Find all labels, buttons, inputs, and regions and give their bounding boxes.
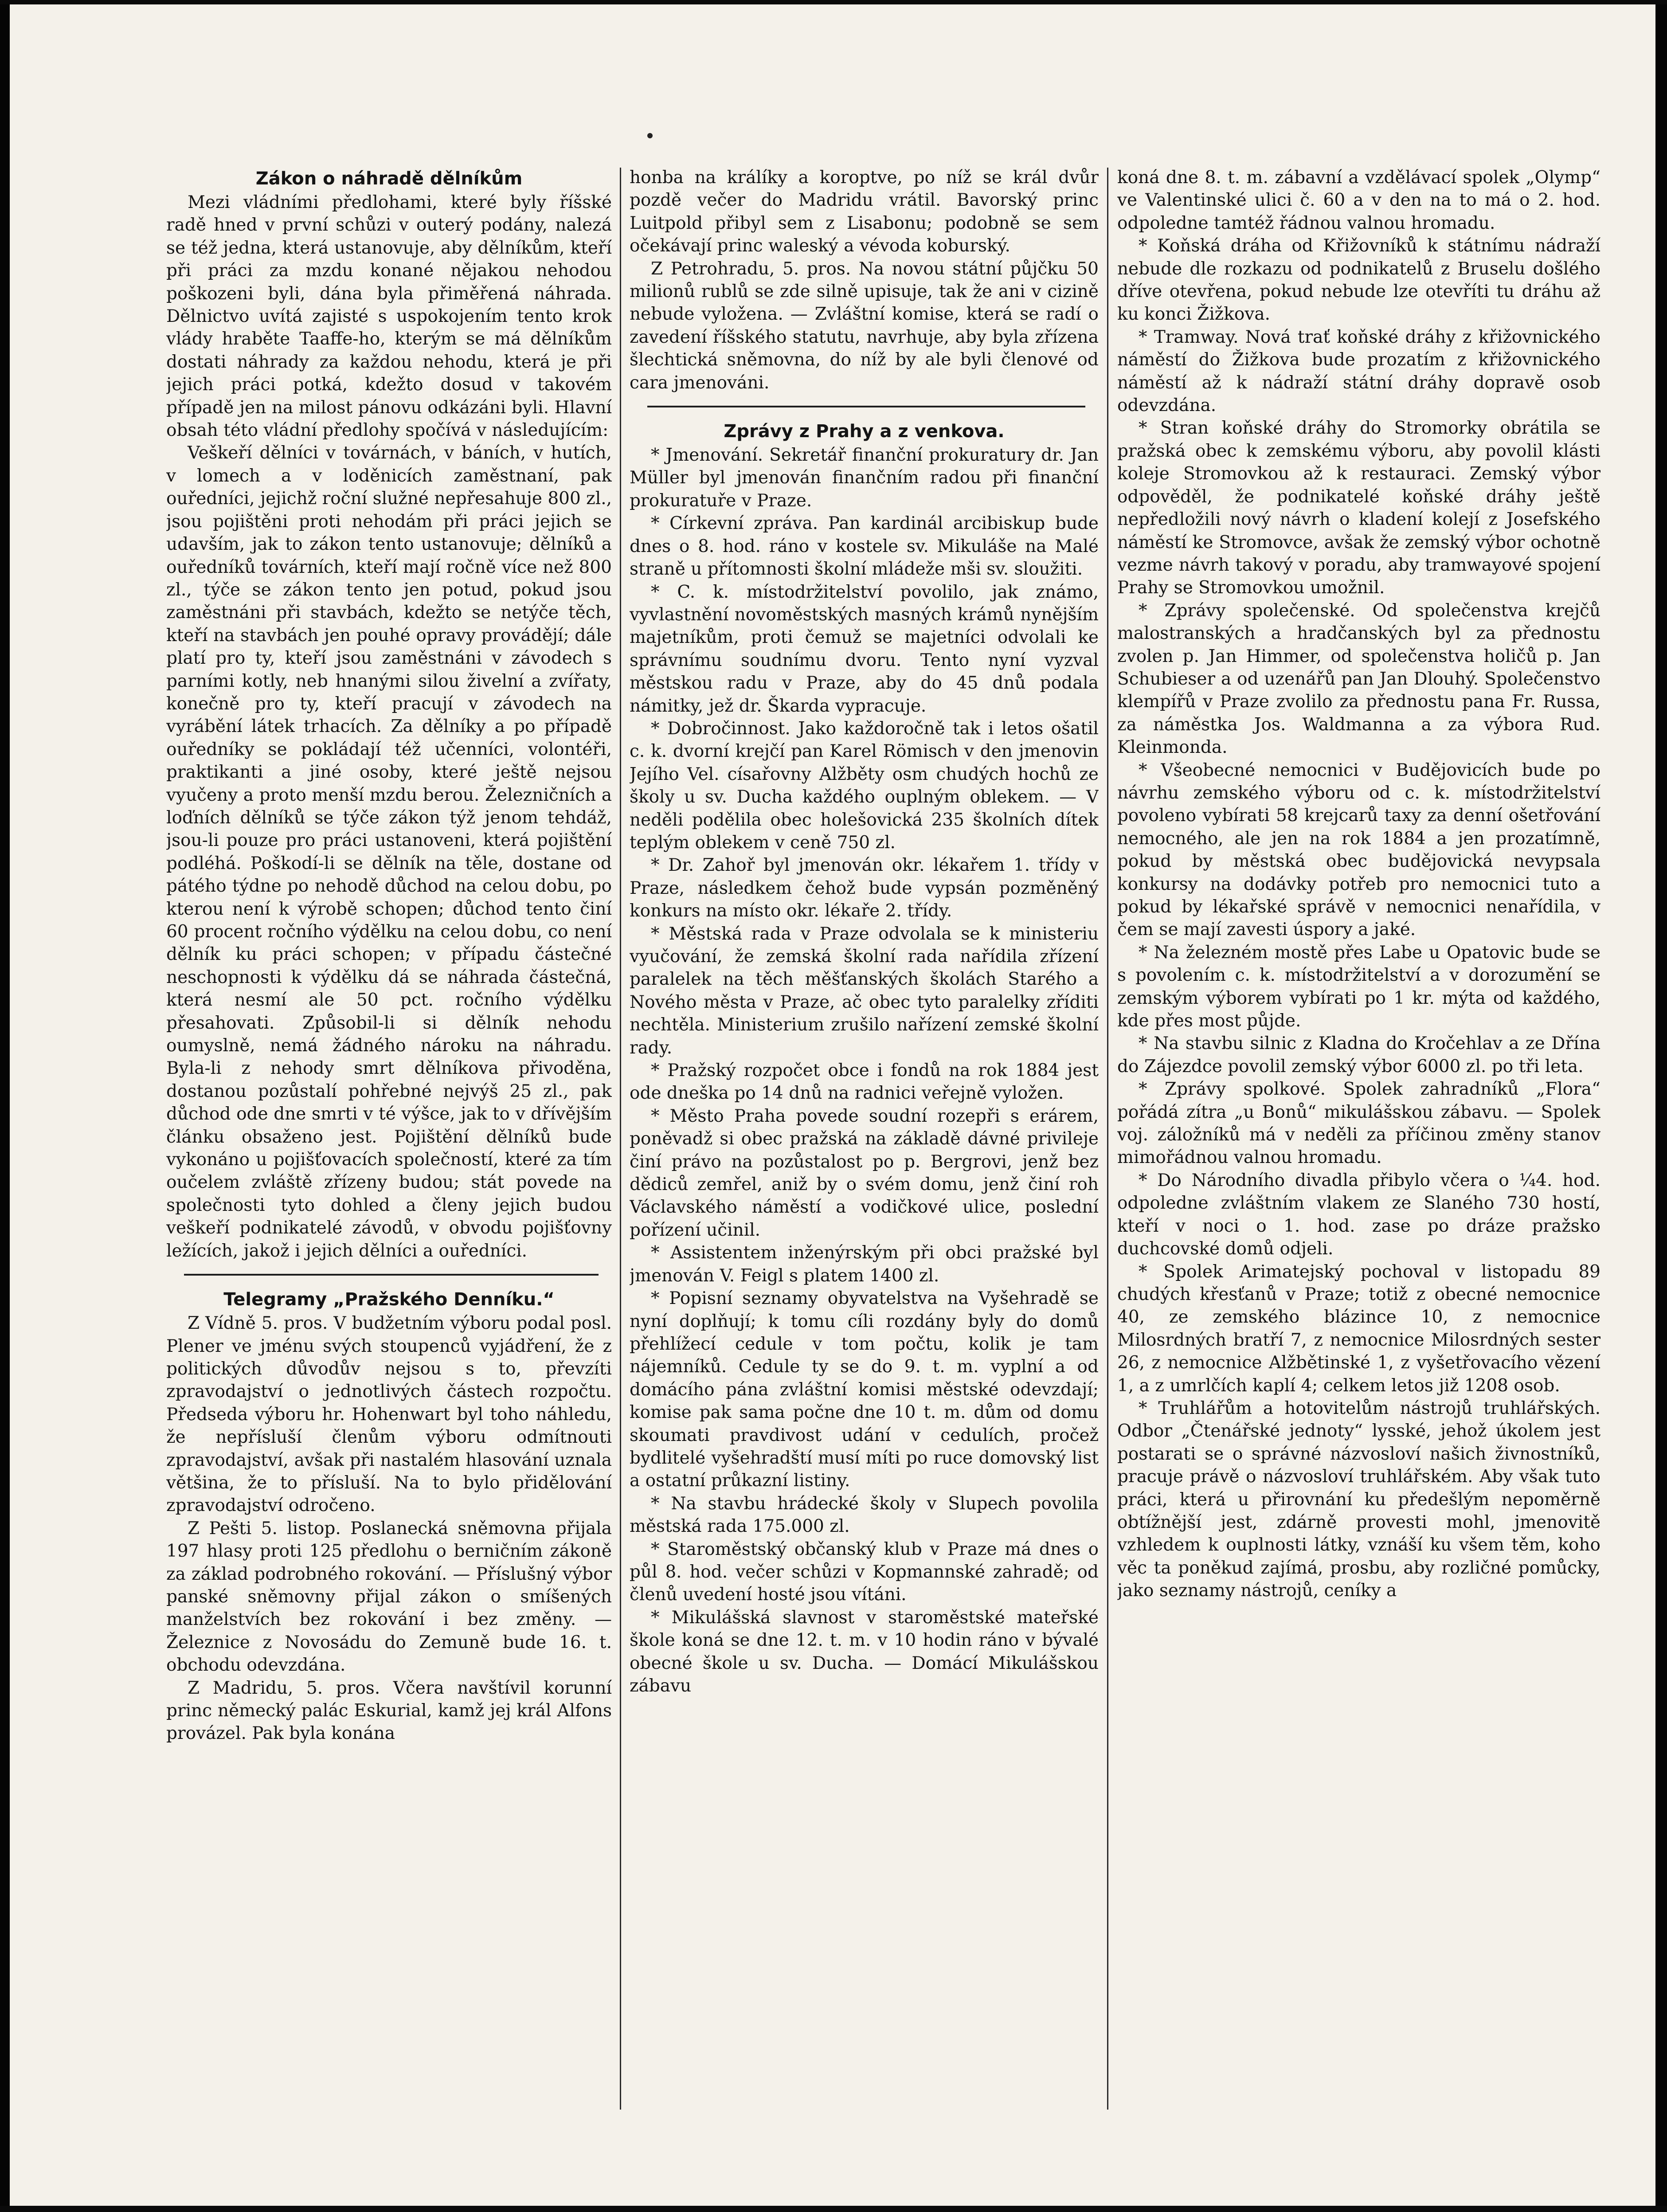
news-item: * Jmenování. Sekretář finanční prokuratury dr. Jan Müller byl jmenován finančním radou při finanční prokuratuře v Praze. bbox=[630, 445, 1099, 511]
news-item: * Staroměstský občanský klub v Praze má dnes o půl 8. hod. večer schůzi v Kopmannské zahradě; od členů uvedení hosté jsou vítáni. bbox=[630, 1539, 1099, 1605]
news-item: * Assistentem inženýrským při obci pražské byl jmenován V. Feigl s platem 1400 zl. bbox=[630, 1243, 1099, 1286]
news-item: * Na stavbu hrádecké školy v Slupech povolila městská rada 175.000 zl. bbox=[630, 1493, 1099, 1537]
news-item: * Dr. Zahoř byl jmenován okr. lékařem 1. třídy v Praze, následkem čehož bude vypsán pozměněný konkurs na místo okr. lékaře 2. třídy. bbox=[630, 855, 1099, 921]
telegram-paragraph: Z Pešti 5. listop. Poslanecká sněmovna přijala 197 hlasy proti 125 předlohu o berničním zákoně za základ podrobného rokování. — Příslušný výbor panské sněmovny přijal zákon o smíšených manželstvích bez rokování i bez změny. — Železnice z Novosádu do Zemuně bude 16. t. obchodu odevzdána. bbox=[166, 1518, 612, 1676]
news-item: * Tramway. Nová trať koňské dráhy z křižovnického náměstí do Žižkova bude prozatím z křižovnického náměstí až k nádraží státní dráhy dopravě osob odevzdána. bbox=[1117, 327, 1600, 416]
article-paragraph: Mezi vládními předlohami, které byly říšské radě hned v první schůzi v outerý podány, nalezá se též jedna, která ustanovuje, aby dělníkům, kteří při práci za mzdu konané nějakou nehodou poškozeni byli, dána byla přiměřená náhrada. Dělnictvo uvítá zajisté s uspokojením tento krok vlády hraběte Taaffe-ho, kterým se má dělníkům dostati náhrady za každou nehodu, která je při jejich práci potká, kdežto dosud v takovém případě jen na milost pánovu odkázáni byli. Hlavní obsah této vládní předlohy spočívá v následujícím: bbox=[166, 192, 612, 441]
news-item: * Truhlářům a hotovitelům nástrojů truhlářských. Odbor „Čtenářské jednoty“ lysské, jehož úkolem jest postarati se o správné názvosloví našich živnostníků, pracuje právě o názvosloví truhlářském. Aby však tuto práci, která u přirovnání ku předešlým nepoměrně obtížnější jest, zdárně provesti mohl, jmenovitě vzhledem k ouplnosti látky, vznáší ku všem těm, koho věc ta poněkud zajímá, prosbu, aby rozličné pomůcky, jako seznamy nástrojů, ceníky a bbox=[1117, 1398, 1600, 1601]
news-item: * Církevní zpráva. Pan kardinál arcibiskup bude dnes o 8. hod. ráno v kostele sv. Mikuláše na Malé straně u přítomnosti školní mládeže mši sv. sloužiti. bbox=[630, 513, 1099, 579]
news-item: * Koňská dráha od Křižovníků k státnímu nádraží nebude dle rozkazu od podnikatelů z Bruselu došlého dříve otevřena, pokud nebude lze otevříti tu dráhu až ku konci Žižkova. bbox=[1117, 236, 1600, 325]
news-item: * Na železném mostě přes Labe u Opatovic bude se s povolením c. k. místodržitelství a v dorozumění se zemským výborem vybírati po 1 kr. mýta od každého, kde přes most půjde. bbox=[1117, 942, 1600, 1031]
section-heading-zpravy: Zprávy z Prahy a z venkova. bbox=[724, 421, 1005, 442]
news-item: * Městská rada v Praze odvolala se k ministeriu vyučování, že zemská školní rada nařídila zřízení paralelek na těch měšťanských školách Starého a Nového města v Praze, ač obec tyto paralelky zříditi nechtěla. Ministerium zrušilo nařízení zemské školní rady. bbox=[630, 924, 1099, 1058]
scan-border-top bbox=[0, 0, 1667, 4]
section-divider bbox=[647, 406, 1085, 407]
news-item: * Popisní seznamy obyvatelstva na Vyšehradě se nyní doplňují; k tomu cíli rozdány byly do domů přehlížecí cedule v tom počtu, kolik je tam nájemníků. Cedule ty se do 9. t. m. vyplní a od domácího pána zvláštní komisi městské odevzdají; komise pak sama počne dne 10 t. m. dům od domu skoumati pravdivost udání v cedulích, pročež bydlitelé vyšehradští musí míti po ruce domovský list a ostatní průkazní listiny. bbox=[630, 1288, 1099, 1491]
news-item: * Všeobecné nemocnici v Budějovicích bude po návrhu zemského výboru od c. k. místodržitelství povoleno vybírati 58 krejcarů taxy za denní ošetřování nemocného, ale jen na rok 1884 a jen prozatímně, pokud by městská obec budějovická nevypsala konkursy na dodávky potřeb pro nemocnici tuto a pokud by lékařské správě v nemocnici nenařídila, v čem se mají zavesti úspory a jaké. bbox=[1117, 760, 1600, 940]
news-item: * Mikulášská slavnost v staroměstské mateřské škole koná se dne 12. t. m. v 10 hodin ráno v bývalé obecné škole u sv. Ducha. — Domácí Mikulášskou zábavu bbox=[630, 1607, 1099, 1696]
news-item: * Spolek Arimatejský pochoval v listopadu 89 chudých křesťanů v Praze; totiž z obecné nemocnice 40, ze zemského blázince 10, z nemocnice Milosrdných bratří 7, z nemocnice Milosrdných sester 26, z nemocnice Alžbětinské 1, z vyšetřovacího vězení 1, a z umrlčích kaplí 4; celkem letos již 1208 osob. bbox=[1117, 1261, 1600, 1396]
scan-border-bottom bbox=[0, 2206, 1667, 2212]
article-heading-zakon: Zákon o náhradě dělníkům bbox=[255, 168, 523, 189]
news-item: * Zprávy společenské. Od společenstva krejčů malostranských a hradčanských byl za přednostu zvolen p. Jan Himmer, od společenstva holičů p. Jan Schubieser a od uzenářů pan Jan Dlouhý. Společenstvo klempířů v Praze zvolilo za přednostu pana Fr. Russa, za náměstka Jos. Waldmanna a za výbora Rud. Kleinmonda. bbox=[1117, 600, 1600, 758]
news-item: * Město Praha povede soudní rozepři s erárem, poněvadž si obec pražská na základě dávné privileje činí právo na pozůstalost po p. Bergrovi, jenž bez dědiců zemřel, aniž by o svém domu, jenž činí roh Václavského náměstí a vodičkové ulice, poslední pořízení učinil. bbox=[630, 1106, 1099, 1240]
news-item: * Stran koňské dráhy do Stromorky obrátila se pražská obec k zemskému výboru, aby povolil klásti koleje Stromovkou až k restauraci. Zemský výbor odpověděl, že podnikatelé koňské dráhy ještě nepředložili nový návrh o kladení kolejí z Josefského náměstí ke Stromovce, avšak že zemský výbor ochotně vezme návrh takový v poradu, aby tramwayové spojení Prahy se Stromovkou umožnil. bbox=[1117, 418, 1600, 598]
news-item: koná dne 8. t. m. zábavní a vzdělávací spolek „Olymp“ ve Valentinské ulici č. 60 a v den na to má o 2. hod. odpoledne tamtéž řádnou valnou hromadu. bbox=[1117, 168, 1600, 233]
telegram-paragraph: Z Vídně 5. pros. V budžetním výboru podal posl. Plener ve jménu svých stoupenců vyjádření, že z politických důvodův nejsou s to, převzíti zpravodajství o jednotlivých částech rozpočtu. Předseda výboru hr. Hohenwart byl toho náhledu, že nepřísluší členům výboru odmítnouti zpravodajství, avšak při nastalém hlasování uznala většina, že to přísluší. Na to bylo přidělování zpravodajství odročeno. bbox=[166, 1313, 612, 1516]
telegram-paragraph: Z Madridu, 5. pros. Včera navštívil korunní princ německý palác Eskurial, kamž jej král Alfons provázel. Pak byla konána bbox=[166, 1678, 612, 1744]
telegram-paragraph: honba na králíky a koroptve, po níž se král dvůr pozdě večer do Madridu vrátil. Bavorský princ Luitpold přibyl sem z Lisabonu; podobně se sem očekávají princ waleský a vévoda koburský. bbox=[630, 168, 1099, 256]
news-item: * Zprávy spolkové. Spolek zahradníků „Flora“ pořádá zítra „u Bonů“ mikulášskou zábavu. — Spolek voj. záložníků má v neděli za příčinou změny stanov mimořádnou valnou hromadu. bbox=[1117, 1079, 1600, 1168]
telegram-paragraph: Z Petrohradu, 5. pros. Na novou státní půjčku 50 milionů rublů se zde silně upisuje, tak že ani v cizině nebude vyložena. — Zvláštní komise, která se radí o zavedení říšského statutu, navrhuje, aby byla zřízena šlechtická sněmovna, do níž by ale byli členové od cara jmenováni. bbox=[630, 258, 1099, 393]
column-2 bbox=[630, 166, 1099, 2188]
column-1 bbox=[166, 166, 612, 2188]
section-heading-telegramy: Telegramy „Pražského Denníku.“ bbox=[223, 1289, 555, 1310]
scan-border-left bbox=[0, 0, 10, 2212]
article-paragraph: Veškeří dělníci v továrnách, v báních, v hutích, v lomech a v loděnicích zaměstnaní, pak ouředníci, jejichž roční služné nepřesahuje 800 zl., jsou pojištěni proti nehodám při práci jejich se udavším, jak to zákon tento ustanovuje; dělníků a ouředníků továrních, kteří mají ročně více než 800 zl., týče se zákon tento jen potud, pokud jsou zaměstnáni při stavbách, kdežto se netýče těch, kteří na stavbách jen pouhé opravy provádějí; dále platí pro ty, kteří jsou zaměstnáni v závodech s parními kotly, neb hnanými silou živelní a zvířaty, konečně pro ty, kteří pracují v závodech na vyrábění látek trhacích. Za dělníky a po případě ouředníky se pokládají též učenníci, volontéři, praktikanti a jiné osoby, které ještě nejsou vyučeny a proto menší mzdu berou. Železničních a loďních dělníků se týče zákon týž jenom tehdáž, jsou-li pouze pro práci ustanoveni, která pojištění podléhá. Poškodí-li se dělník na těle, dostane od pátého týdne po nehodě důchod na celou dobu, po kterou není k výrobě schopen; důchod tento činí 60 procent ročního výdělku na celou dobu, co není dělník ku práci schopen; v případu částečné neschopnosti k výdělku dá se náhrada částečná, která nesmí ale 50 pct. ročního výdělku přesahovati. Způsobil-li si dělník nehodu oumyslně, nemá žádného nároku na náhradu. Byla-li z nehody smrt dělníkova přivoděna, dostanou pozůstalí pohřebné nejvýš 25 zl., pak důchod ode dne smrti v té výšce, jak to v dřívějším článku obsaženo jest. Pojištění dělníků bude vykonáno u pojišťovacích společností, které za tím oučelem zvláště zřízeny budou; stát povede na společnosti tyto dohled a členy jejich budou veškeří podnikatelé závodů, v obvodu pojišťovny ležících, jakož i jejich dělníci a ouředníci. bbox=[166, 443, 612, 1261]
news-item: * Pražský rozpočet obce i fondů na rok 1884 jest ode dneška po 14 dnů na radnici veřejně vyložen. bbox=[630, 1061, 1099, 1104]
news-item: * Na stavbu silnic z Kladna do Kročehlav a ze Dřína do Zájezdce povolil zemský výbor 6000 zl. po tři leta. bbox=[1117, 1034, 1600, 1077]
scan-border-right bbox=[1655, 0, 1667, 2212]
column-rule-2 bbox=[1107, 168, 1108, 2110]
column-3 bbox=[1117, 166, 1600, 2188]
news-item: * C. k. místodržitelství povolilo, jak známo, vyvlastnění novoměstských masných krámů nynějším majetníkům, proti čemuž se majetníci odvolali ke správnímu soudnímu dvoru. Tento nyní vyzval městskou radu v Praze, aby do 45 dnů podala námitky, jež dr. Škarda vypracuje. bbox=[630, 582, 1099, 716]
news-item: * Do Národního divadla přibylo včera o ¼4. hod. odpoledne zvláštním vlakem ze Slaného 730 hostí, kteří v noci o 1. hod. zase po dráze pražsko duchcovské domů odjeli. bbox=[1117, 1170, 1600, 1259]
news-item: * Dobročinnost. Jako každoročně tak i letos ošatil c. k. dvorní krejčí pan Karel Römisch v den jmenovin Jejího Vel. císařovny Alžběty osm chudých hochů ze školy u sv. Ducha každého ouplným oblekem. — V neděli podělila obec holešovická 235 školních dítek teplým oblekem v ceně 750 zl. bbox=[630, 718, 1099, 853]
section-divider bbox=[184, 1274, 599, 1276]
ink-dot bbox=[647, 133, 653, 138]
column-rule-1 bbox=[620, 168, 621, 2110]
